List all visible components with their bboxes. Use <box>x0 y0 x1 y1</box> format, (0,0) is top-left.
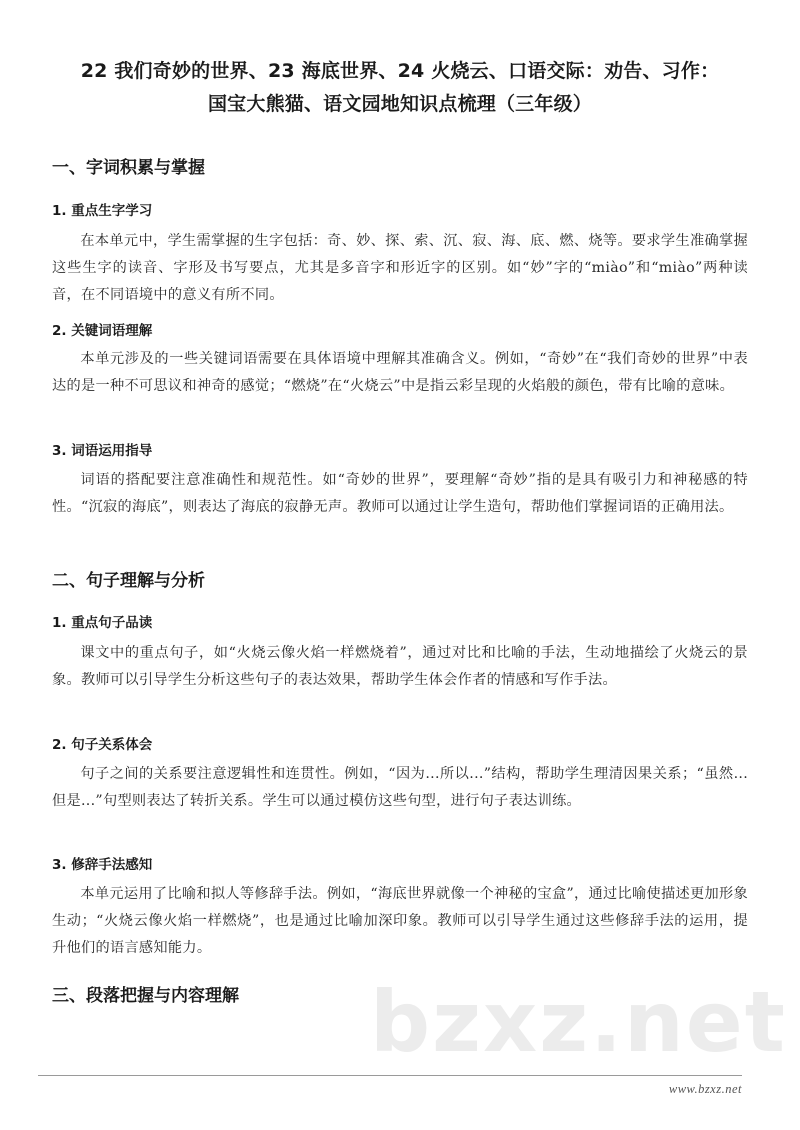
paragraph-1-3: 词语的搭配要注意准确性和规范性。如“奇妙的世界”，要理解“奇妙”指的是具有吸引力和神秘感的特性。“沉寂的海底”，则表达了海底的寂静无声。教师可以通过让学生造句，帮助他们掌握词语的正确用法。 <box>52 472 748 515</box>
subsection-heading-2-2: 2. 句子关系体会 <box>52 737 153 753</box>
document-title <box>40 55 760 121</box>
subsection-heading-1-3: 3. 词语运用指导 <box>52 443 153 459</box>
section-heading-2: 二、句子理解与分析 <box>52 571 205 591</box>
paragraph-2-2: 句子之间的关系要注意逻辑性和连贯性。例如，“因为...所以...”结构，帮助学生理清因果关系；“虽然...但是...”句型则表达了转折关系。学生可以通过模仿这些句型，进行句子表达训练。 <box>52 766 748 809</box>
subsection-heading-2-3: 3. 修辞手法感知 <box>52 857 153 873</box>
subsection-heading-1-1: 1. 重点生字学习 <box>52 203 153 219</box>
paragraph-1-2: 本单元涉及的一些关键词语需要在具体语境中理解其准确含义。例如，“奇妙”在“我们奇妙的世界”中表达的是一种不可思议和神奇的感觉；“燃烧”在“火烧云”中是指云彩呈现的火焰般的颜色，带有比喻的意味。 <box>52 351 748 394</box>
watermark: bzxz.net <box>370 973 787 1071</box>
subsection-heading-1-2: 2. 关键词语理解 <box>52 323 153 339</box>
title-line-2: 国宝大熊猫、语文园地知识点梳理（三年级） <box>207 93 592 115</box>
title-line-1: 22 我们奇妙的世界、23 海底世界、24 火烧云、口语交际：劝告、习作： <box>80 60 720 82</box>
footer-divider <box>38 1075 742 1076</box>
footer-url: www.bzxz.net <box>668 1082 742 1096</box>
subsection-heading-2-1: 1. 重点句子品读 <box>52 615 153 631</box>
section-heading-3: 三、段落把握与内容理解 <box>52 986 239 1006</box>
paragraph-2-1: 课文中的重点句子，如“火烧云像火焰一样燃烧着”，通过对比和比喻的手法，生动地描绘了火烧云的景象。教师可以引导学生分析这些句子的表达效果，帮助学生体会作者的情感和写作手法。 <box>52 645 748 688</box>
section-heading-1: 一、字词积累与掌握 <box>52 158 205 178</box>
paragraph-2-3: 本单元运用了比喻和拟人等修辞手法。例如，“海底世界就像一个神秘的宝盒”，通过比喻使描述更加形象生动；“火烧云像火焰一样燃烧”，也是通过比喻加深印象。教师可以引导学生通过这些修辞手法的运用，提升他们的语言感知能力。 <box>52 886 748 956</box>
paragraph-1-1: 在本单元中，学生需掌握的生字包括：奇、妙、探、索、沉、寂、海、底、燃、烧等。要求学生准确掌握这些生字的读音、字形及书写要点，尤其是多音字和形近字的区别。如“妙”字的“miào”和“miào”两种读音，在不同语境中的意义有所不同。 <box>52 233 748 303</box>
